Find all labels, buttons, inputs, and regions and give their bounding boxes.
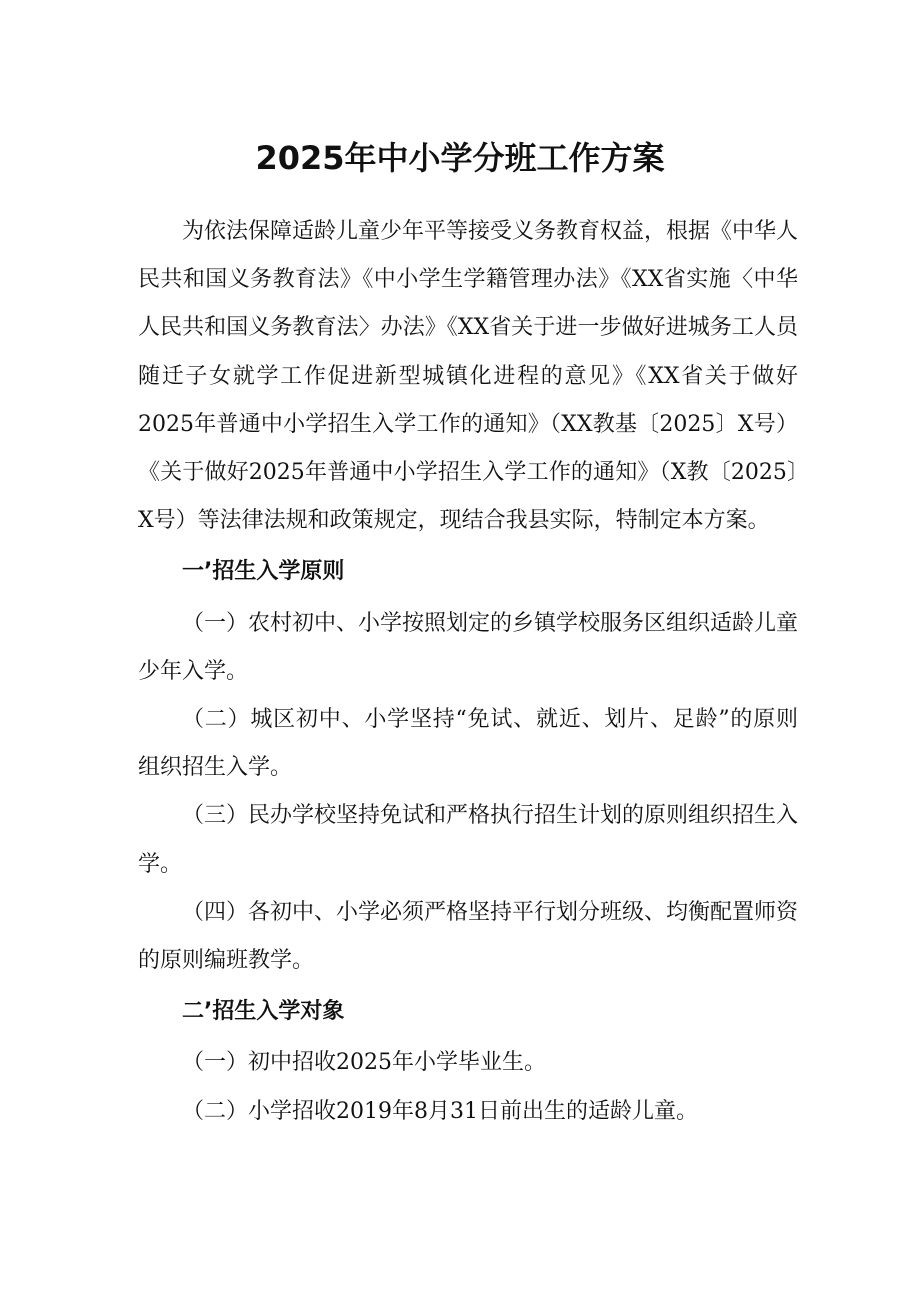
section-1-item-4: （四）各初中、小学必须严格坚持平行划分班级、均衡配置师资的原则编班教学。: [138, 899, 799, 974]
section-1-heading: 一’招生入学原则: [182, 559, 345, 585]
section-2-item-2: （二）小学招收2019年8月31日前出生的适龄儿童。: [182, 1098, 698, 1124]
document-title: 2025年中小学分班工作方案: [255, 139, 665, 178]
section-2-item-1: （一）初中招收2025年小学毕业生。: [182, 1050, 546, 1076]
section-2-heading: 二’招生入学对象: [182, 999, 345, 1025]
document-body: [138, 208, 798, 1136]
intro-paragraph: 为依法保障适龄儿童少年平等接受义务教育权益，根据《中华人民共和国义务教育法》《中小学生学籍管理办法》《XX省实施〈中华人民共和国义务教育法〉办法》《XX省关于进一步做好进城务工人员随迁子女就学工作促进新型城镇化进程的意见》《XX省关于做好2025年普通中小学招生入学工作的通知》（XX教基〔2025〕X号）《关于做好2025年普通中小学招生入学工作的通知》（X教〔2025〕X号）等法律法规和政策规定，现结合我县实际，特制定本方案。: [138, 219, 799, 534]
section-1-item-2: （二）城区初中、小学坚持“免试、就近、划片、足龄”的原则组织招生入学。: [138, 707, 798, 781]
section-1-item-1: （一）农村初中、小学按照划定的乡镇学校服务区组织适龄儿童少年入学。: [138, 610, 799, 684]
section-1-item-3: （三）民办学校坚持免试和严格执行招生计划的原则组织招生入学。: [138, 803, 799, 877]
